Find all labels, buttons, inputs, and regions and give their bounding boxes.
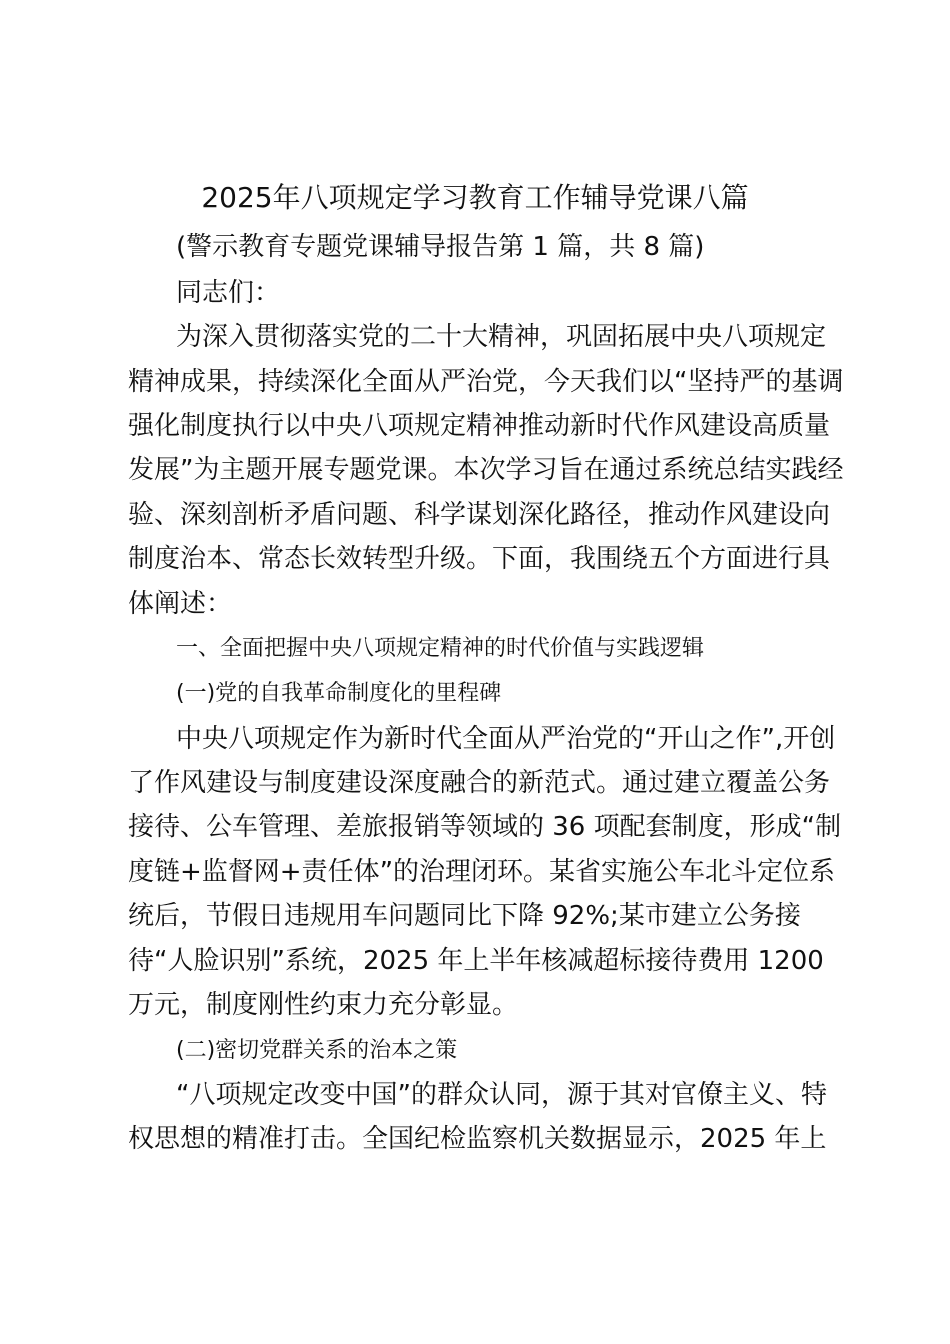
body-line: 了作风建设与制度建设深度融合的新范式。通过建立覆盖公务 [128, 768, 831, 798]
intro-line: 精神成果，持续深化全面从严治党，今天我们以“坚持严的基调 [128, 367, 844, 397]
greeting: 同志们： [176, 278, 281, 308]
document-subtitle: (警示教育专题党课辅导报告第 1 篇，共 8 篇) [176, 232, 705, 262]
subsection-heading: (二)密切党群关系的治本之策 [176, 1038, 458, 1063]
intro-line: 体阐述： [128, 589, 233, 619]
intro-line: 强化制度执行以中央八项规定精神推动新时代作风建设高质量 [128, 411, 831, 441]
body-line: 万元，制度刚性约束力充分彰显。 [128, 990, 519, 1020]
body-line: 度链+监督网+责任体”的治理闭环。某省实施公车北斗定位系 [128, 857, 836, 887]
document-title: 2025年八项规定学习教育工作辅导党课八篇 [201, 181, 749, 214]
intro-line: 发展”为主题开展专题党课。本次学习旨在通过系统总结实践经 [128, 455, 844, 485]
section-heading: 一、全面把握中央八项规定精神的时代价值与实践逻辑 [176, 636, 705, 661]
subsection-heading: (一)党的自我革命制度化的里程碑 [176, 681, 502, 706]
intro-line: 制度治本、常态长效转型升级。下面，我围绕五个方面进行具 [128, 544, 831, 574]
body-line: 统后，节假日违规用车问题同比下降 92%;某市建立公务接 [128, 901, 801, 931]
body-line: 权思想的精准打击。全国纪检监察机关数据显示，2025 年上 [128, 1124, 827, 1154]
body-line: “八项规定改变中国”的群众认同，源于其对官僚主义、特 [176, 1080, 827, 1110]
body-line: 待“人脸识别”系统，2025 年上半年核减超标接待费用 1200 [128, 946, 824, 976]
body-line: 中央八项规定作为新时代全面从严治党的“开山之作”,开创 [176, 724, 836, 754]
intro-line: 为深入贯彻落实党的二十大精神，巩固拓展中央八项规定 [176, 322, 827, 352]
intro-line: 验、深刻剖析矛盾问题、科学谋划深化路径，推动作风建设向 [128, 500, 831, 530]
body-line: 接待、公车管理、差旅报销等领域的 36 项配套制度，形成“制 [128, 812, 842, 842]
